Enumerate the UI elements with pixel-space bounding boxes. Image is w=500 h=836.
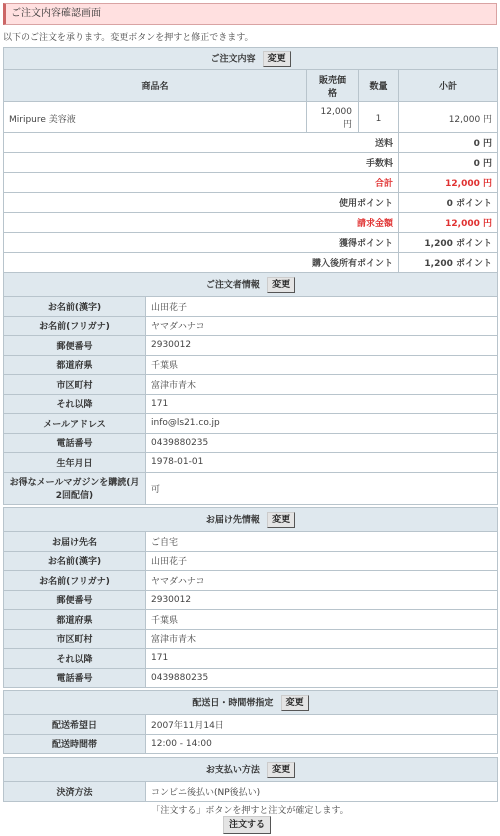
customer-info-value: 0439880235 [146,433,498,453]
order-column-headers [4,70,498,102]
item-subtotal: 12,000 円 [399,102,498,136]
delivery-info-value: ご自宅 [146,532,498,552]
summary-value: 0 ポイント [399,193,498,213]
payment-info-row [4,782,498,802]
payment-section-title: お支払い方法 [205,765,260,775]
summary-row [4,213,498,233]
customer-info-value: 171 [146,394,498,414]
customer-info-row [4,394,498,414]
delivery-info-label: お名前(フリガナ) [4,571,146,591]
col-qty: 数量 [359,70,399,102]
delivery-info-row [4,629,498,649]
customer-info-value: 可 [146,472,498,504]
customer-info-label: 都道府県 [4,355,146,375]
delivery-info-value: ヤマダハナコ [146,571,498,591]
delivery-info-value: 富津市青木 [146,629,498,649]
summary-label: 獲得ポイント [4,233,399,253]
col-subtotal: 小計 [399,70,498,102]
schedule-info-label: 配送時間帯 [4,734,146,754]
summary-row [4,133,498,153]
schedule-info-label: 配送希望日 [4,715,146,735]
summary-label: 送料 [4,133,399,153]
delivery-section-title: お届け先情報 [205,515,260,525]
customer-section-header [4,273,498,297]
customer-info-value: 1978-01-01 [146,453,498,473]
order-table [3,47,498,137]
customer-info-label: それ以降 [4,394,146,414]
delivery-info-row [4,668,498,688]
customer-info-row [4,316,498,336]
schedule-info-row [4,715,498,735]
delivery-change-button[interactable]: 変更 [267,512,295,528]
customer-info-row [4,336,498,356]
customer-info-value: 富津市青木 [146,375,498,395]
delivery-info-value: 171 [146,649,498,669]
submit-order-button[interactable]: 注文する [223,816,271,834]
schedule-table [3,690,498,754]
customer-change-button[interactable]: 変更 [267,277,295,293]
item-name: Miripure 美容液 [4,102,307,136]
summary-row [4,153,498,173]
summary-value: 0 円 [399,133,498,153]
delivery-info-row [4,590,498,610]
customer-table [3,272,498,505]
summary-label: 購入後所有ポイント [4,253,399,273]
delivery-info-label: 郵便番号 [4,590,146,610]
payment-section-header [4,758,498,782]
customer-info-label: メールアドレス [4,414,146,434]
summary-label: 使用ポイント [4,193,399,213]
summary-value: 12,000 円 [399,173,498,193]
schedule-change-button[interactable]: 変更 [281,695,309,711]
delivery-table [3,507,498,688]
customer-section-title: ご注文者情報 [205,280,260,290]
col-product-name: 商品名 [4,70,307,102]
summary-value: 12,000 円 [399,213,498,233]
summary-row [4,253,498,273]
customer-info-label: 電話番号 [4,433,146,453]
customer-info-row [4,355,498,375]
customer-info-label: 市区町村 [4,375,146,395]
delivery-section-header [4,508,498,532]
delivery-info-value: 千葉県 [146,610,498,630]
customer-info-value: info@ls21.co.jp [146,414,498,434]
delivery-info-label: 市区町村 [4,629,146,649]
customer-info-value: 千葉県 [146,355,498,375]
customer-info-row [4,453,498,473]
customer-info-value: 山田花子 [146,297,498,317]
summary-row [4,233,498,253]
summary-label: 合計 [4,173,399,193]
item-price: 12,000円 [307,102,359,136]
delivery-info-row [4,532,498,552]
order-summary-table [3,132,498,273]
delivery-info-value: 0439880235 [146,668,498,688]
delivery-info-label: 電話番号 [4,668,146,688]
customer-info-row [4,433,498,453]
intro-text: 以下のご注文を承ります。変更ボタンを押すと修正できます。 [3,33,254,43]
confirm-note: 「注文する」ボタンを押すと注文が確定します。 [151,806,349,816]
customer-info-label: お名前(漢字) [4,297,146,317]
delivery-info-label: お名前(漢字) [4,551,146,571]
schedule-info-row [4,734,498,754]
schedule-info-value: 2007年11月14日 [146,715,498,735]
col-price: 販売価格 [307,70,359,102]
order-change-button[interactable]: 変更 [263,51,291,67]
summary-row [4,173,498,193]
delivery-info-value: 山田花子 [146,551,498,571]
customer-info-label: 郵便番号 [4,336,146,356]
schedule-section-title: 配送日・時間帯指定 [192,698,274,708]
delivery-info-label: それ以降 [4,649,146,669]
summary-label: 手数料 [4,153,399,173]
delivery-info-row [4,571,498,591]
customer-info-row [4,375,498,395]
summary-value: 0 円 [399,153,498,173]
order-section-header [4,48,498,70]
delivery-info-label: 都道府県 [4,610,146,630]
schedule-section-header [4,691,498,715]
customer-info-row [4,297,498,317]
delivery-info-row [4,649,498,669]
customer-info-value: ヤマダハナコ [146,316,498,336]
summary-value: 1,200 ポイント [399,253,498,273]
payment-info-label: 決済方法 [4,782,146,802]
summary-label: 請求金額 [4,213,399,233]
customer-info-row [4,414,498,434]
delivery-info-value: 2930012 [146,590,498,610]
customer-info-row [4,472,498,504]
customer-info-label: お名前(フリガナ) [4,316,146,336]
order-section-title: ご注文内容 [210,54,256,64]
customer-info-label: 生年月日 [4,453,146,473]
delivery-info-row [4,610,498,630]
delivery-info-label: お届け先名 [4,532,146,552]
customer-info-value: 2930012 [146,336,498,356]
schedule-info-value: 12:00 - 14:00 [146,734,498,754]
order-item-row [4,102,498,136]
item-qty: 1 [359,102,399,136]
page-title: ご注文内容確認画面 [3,3,497,25]
summary-value: 1,200 ポイント [399,233,498,253]
delivery-info-row [4,551,498,571]
summary-row [4,193,498,213]
customer-info-label: お得なメールマガジンを購読(月2回配信) [4,472,146,504]
payment-info-value: コンビニ後払い(NP後払い) [146,782,498,802]
payment-table [3,757,498,802]
payment-change-button[interactable]: 変更 [267,762,295,778]
